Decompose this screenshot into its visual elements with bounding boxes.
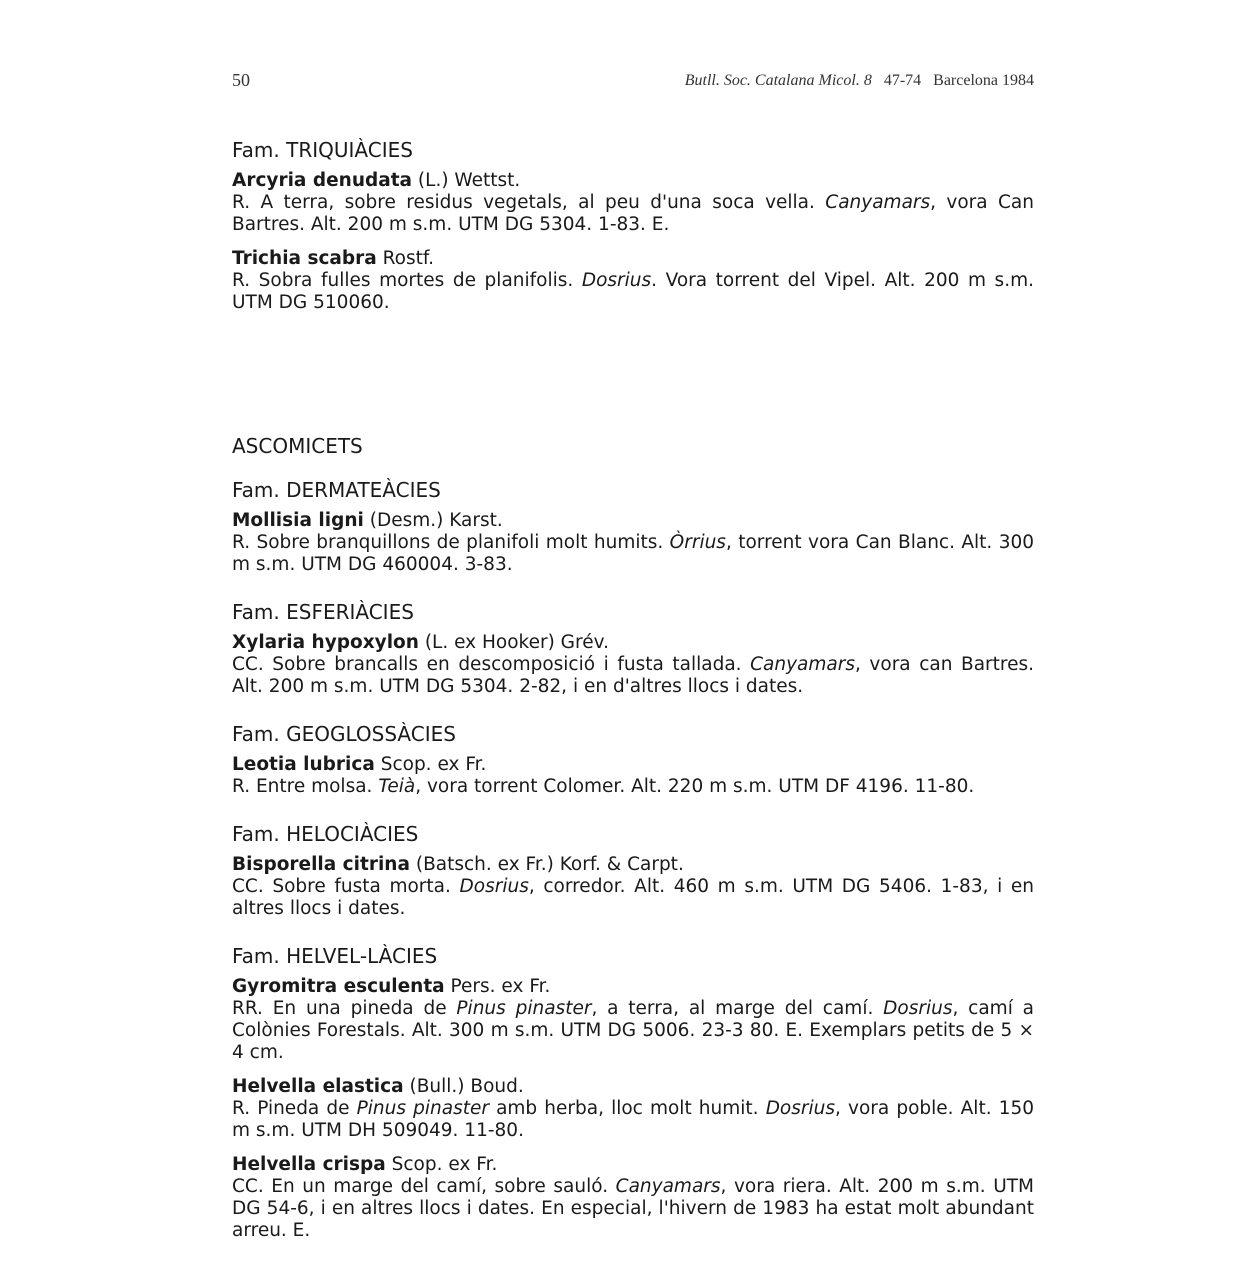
description-text: R. Entre molsa. xyxy=(232,776,379,797)
family-heading: Fam. ESFERIÀCIES xyxy=(232,600,414,624)
species-name: Helvella elastica xyxy=(232,1076,404,1097)
species-description xyxy=(232,876,1034,920)
description-text: RR. En una pineda de xyxy=(232,998,457,1019)
species-entry xyxy=(232,854,1034,920)
species-line xyxy=(232,248,1034,270)
locality-italic: Dosrius xyxy=(581,270,652,291)
locality-italic: Dosrius xyxy=(459,876,529,897)
locality-italic: Òrrius xyxy=(669,532,726,553)
species-description xyxy=(232,998,1034,1064)
description-text: CC. En un marge del camí, sobre sauló. xyxy=(232,1176,616,1197)
species-authority: (L.) Wettst. xyxy=(412,170,521,191)
species-entry xyxy=(232,1076,1034,1142)
description-text: R. Pineda de xyxy=(232,1098,357,1119)
locality-italic: Pinus pinaster xyxy=(356,1098,489,1119)
page-number: 50 xyxy=(232,70,250,90)
species-entry xyxy=(232,976,1034,1064)
description-text: R. A terra, sobre residus vegetals, al peu d'una soca vella. xyxy=(232,192,826,213)
species-name: Leotia lubrica xyxy=(232,754,375,775)
description-text: R. Sobra fulles mortes de planifolis. xyxy=(232,270,582,291)
species-description xyxy=(232,270,1034,314)
family-gap xyxy=(232,588,1034,600)
description-text: , vora Can Bartres. Alt. 200 m s.m. UTM DG 5304. 1-83. E. xyxy=(232,192,1034,235)
species-authority: Rostf. xyxy=(376,248,434,269)
locality-italic: Dosrius xyxy=(883,998,953,1019)
species-line xyxy=(232,854,1034,876)
species-entry xyxy=(232,248,1034,314)
family-heading: Fam. GEOGLOSSÀCIES xyxy=(232,722,456,746)
species-line xyxy=(232,632,1034,654)
species-authority: Pers. ex Fr. xyxy=(444,976,551,997)
description-text: , vora poble. Alt. 150 m s.m. UTM DH 509049. 11-80. xyxy=(232,1098,1035,1141)
family-gap xyxy=(232,932,1034,944)
section-gap xyxy=(232,326,1034,434)
species-entry xyxy=(232,632,1034,698)
description-text: amb herba, lloc molt humit. xyxy=(488,1098,766,1119)
species-description xyxy=(232,776,1034,798)
species-entry xyxy=(232,170,1034,236)
species-description xyxy=(232,192,1034,236)
species-authority: Scop. ex Fr. xyxy=(385,1154,498,1175)
species-authority: (L. ex Hooker) Grév. xyxy=(418,632,609,653)
description-text: , a terra, al marge del camí. xyxy=(591,998,884,1019)
locality-italic: Dosrius xyxy=(765,1098,835,1119)
description-text: , torrent vora Can Blanc. Alt. 300 m s.m. UTM DG 460004. 3-83. xyxy=(232,532,1035,575)
journal-name: Butll. Soc. Catalana Micol. 8 xyxy=(684,72,872,89)
species-line xyxy=(232,754,1034,776)
description-text: , corredor. Alt. 460 m s.m. UTM DG 5406. 1-83, i en altres llocs i dates. xyxy=(232,876,1034,919)
description-text: CC. Sobre fusta morta. xyxy=(232,876,460,897)
species-description xyxy=(232,1176,1034,1242)
species-entry xyxy=(232,1154,1034,1242)
family-heading: Fam. DERMATEÀCIES xyxy=(232,478,441,502)
species-authority: (Batsch. ex Fr.) Korf. & Carpt. xyxy=(409,854,684,875)
description-text: CC. Sobre brancalls en descomposició i fusta tallada. xyxy=(232,654,751,675)
locality-italic: Canyamars xyxy=(825,192,931,213)
family-heading: Fam. HELVEL-LÀCIES xyxy=(232,944,438,968)
species-description xyxy=(232,654,1034,698)
species-authority: (Bull.) Boud. xyxy=(403,1076,524,1097)
description-text: , vora riera. Alt. 200 m s.m. UTM DG 54-6, i en altres llocs i dates. En especial, l'hivern de 1983 ha estat molt abundant arreu. E. xyxy=(232,1176,1034,1241)
journal-place-year: Barcelona 1984 xyxy=(933,72,1034,89)
species-name: Gyromitra esculenta xyxy=(232,976,445,997)
locality-italic: Canyamars xyxy=(615,1176,721,1197)
species-name: Arcyria denudata xyxy=(232,170,413,191)
page-header xyxy=(232,70,1034,96)
locality-italic: Pinus pinaster xyxy=(456,998,592,1019)
locality-italic: Canyamars xyxy=(750,654,855,675)
locality-italic: Teià xyxy=(378,776,416,797)
description-text: , vora torrent Colomer. Alt. 220 m s.m. UTM DF 4196. 11-80. xyxy=(415,776,975,797)
species-line xyxy=(232,1076,1034,1098)
species-name: Bisporella citrina xyxy=(232,854,410,875)
species-authority: Scop. ex Fr. xyxy=(374,754,487,775)
species-entry xyxy=(232,754,1034,798)
description-text: R. Sobre branquillons de planifoli molt humits. xyxy=(232,532,670,553)
family-heading: Fam. TRIQUIÀCIES xyxy=(232,138,413,162)
description-text: , camí a Colònies Forestals. Alt. 300 m s.m. UTM DG 5006. 23-3 80. E. Exemplars petits de 5 × 4 cm. xyxy=(232,998,1034,1063)
species-description xyxy=(232,1098,1034,1142)
species-line xyxy=(232,976,1034,998)
species-entry xyxy=(232,510,1034,576)
species-name: Trichia scabra xyxy=(232,248,377,269)
journal-pages: 47-74 xyxy=(883,72,922,89)
family-heading: Fam. HELOCIÀCIES xyxy=(232,822,419,846)
species-list xyxy=(232,138,1034,1254)
species-authority: (Desm.) Karst. xyxy=(363,510,503,531)
species-name: Helvella crispa xyxy=(232,1154,386,1175)
species-line xyxy=(232,510,1034,532)
species-description xyxy=(232,532,1034,576)
description-text: . Vora torrent del Vipel. Alt. 200 m s.m. UTM DG 510060. xyxy=(232,270,1034,313)
section-title: ASCOMICETS xyxy=(232,434,363,458)
species-line xyxy=(232,170,1034,192)
species-name: Mollisia ligni xyxy=(232,510,364,531)
journal-citation xyxy=(685,72,1034,90)
family-gap xyxy=(232,810,1034,822)
species-name: Xylaria hypoxylon xyxy=(232,632,419,653)
family-gap xyxy=(232,710,1034,722)
description-text: , vora can Bartres. Alt. 200 m s.m. UTM DG 5304. 2-82, i en d'altres llocs i dates. xyxy=(232,654,1034,697)
species-line xyxy=(232,1154,1034,1176)
